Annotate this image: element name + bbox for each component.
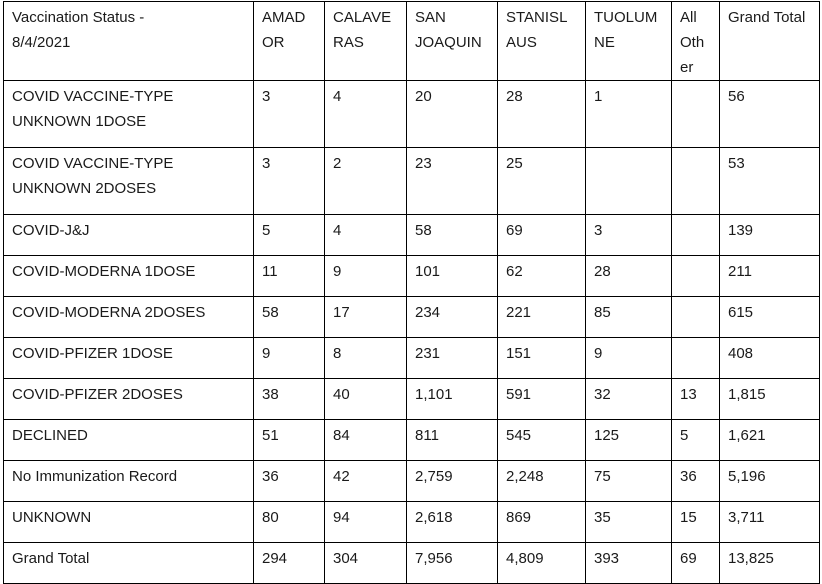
row-label: DECLINED — [4, 420, 254, 461]
row-label: COVID-MODERNA 1DOSE — [4, 256, 254, 297]
header-cell: Grand Total — [720, 2, 820, 81]
table-cell: 69 — [672, 543, 720, 584]
table-cell: 75 — [586, 461, 672, 502]
table-cell: 2,618 — [407, 502, 498, 543]
table-cell: 5 — [672, 420, 720, 461]
table-cell: 615 — [720, 297, 820, 338]
table-cell: 545 — [498, 420, 586, 461]
header-status-label: Vaccination Status - — [12, 9, 145, 26]
row-label: No Immunization Record — [4, 461, 254, 502]
table-cell: 151 — [498, 338, 586, 379]
table-row — [4, 148, 820, 215]
table-cell: 2,759 — [407, 461, 498, 502]
table-cell: 36 — [254, 461, 325, 502]
table-cell: 58 — [407, 215, 498, 256]
header-cell: TUOLUMNE — [586, 2, 672, 81]
table-cell: 3,711 — [720, 502, 820, 543]
table-cell: 23 — [407, 148, 498, 215]
table-cell: 811 — [407, 420, 498, 461]
row-label: COVID-PFIZER 1DOSE — [4, 338, 254, 379]
table-cell: 1 — [586, 81, 672, 148]
table-cell: 3 — [254, 148, 325, 215]
table-cell: 3 — [586, 215, 672, 256]
table-cell: 8 — [325, 338, 407, 379]
row-label: COVID-J&J — [4, 215, 254, 256]
table-cell: 62 — [498, 256, 586, 297]
table-row — [4, 502, 820, 543]
table-cell: 11 — [254, 256, 325, 297]
vaccination-status-table — [3, 1, 820, 584]
table-cell: 80 — [254, 502, 325, 543]
table-cell: 1,815 — [720, 379, 820, 420]
header-cell-status — [4, 2, 254, 81]
header-cell: SAN JOAQUIN — [407, 2, 498, 81]
table-cell: 9 — [586, 338, 672, 379]
header-cell: CALAVERAS — [325, 2, 407, 81]
table-cell: 3 — [254, 81, 325, 148]
table-cell: 5,196 — [720, 461, 820, 502]
table-cell — [672, 297, 720, 338]
grand-total-row — [4, 543, 820, 584]
row-label: COVID VACCINE-TYPE UNKNOWN 2DOSES — [4, 148, 254, 215]
table-row — [4, 420, 820, 461]
table-cell: 393 — [586, 543, 672, 584]
table-cell: 36 — [672, 461, 720, 502]
table-cell — [672, 256, 720, 297]
table-cell: 17 — [325, 297, 407, 338]
table-cell: 35 — [586, 502, 672, 543]
table-cell — [672, 148, 720, 215]
table-cell — [586, 148, 672, 215]
table-cell: 51 — [254, 420, 325, 461]
table-cell: 408 — [720, 338, 820, 379]
table-cell: 15 — [672, 502, 720, 543]
table-cell: 20 — [407, 81, 498, 148]
table-row — [4, 297, 820, 338]
table-cell: 4 — [325, 81, 407, 148]
table-cell: 40 — [325, 379, 407, 420]
table-cell: 84 — [325, 420, 407, 461]
table-cell: 38 — [254, 379, 325, 420]
table-cell: 13,825 — [720, 543, 820, 584]
table-row — [4, 215, 820, 256]
table-cell: 869 — [498, 502, 586, 543]
header-date: 8/4/2021 — [12, 34, 71, 51]
table-cell: 56 — [720, 81, 820, 148]
table-cell: 13 — [672, 379, 720, 420]
header-cell: STANISLAUS — [498, 2, 586, 81]
table-row — [4, 81, 820, 148]
row-label: UNKNOWN — [4, 502, 254, 543]
table-cell: 221 — [498, 297, 586, 338]
table-cell: 69 — [498, 215, 586, 256]
row-label: Grand Total — [4, 543, 254, 584]
table-cell: 32 — [586, 379, 672, 420]
table-cell: 85 — [586, 297, 672, 338]
table-cell — [672, 338, 720, 379]
table-cell: 9 — [254, 338, 325, 379]
table-cell: 5 — [254, 215, 325, 256]
header-cell: All Other — [672, 2, 720, 81]
row-label: COVID-PFIZER 2DOSES — [4, 379, 254, 420]
table-cell: 53 — [720, 148, 820, 215]
table-cell — [672, 81, 720, 148]
table-cell: 1,101 — [407, 379, 498, 420]
table-row — [4, 338, 820, 379]
document-page — [3, 1, 820, 584]
table-row — [4, 256, 820, 297]
table-cell: 1,621 — [720, 420, 820, 461]
table-cell: 4 — [325, 215, 407, 256]
table-cell: 2 — [325, 148, 407, 215]
table-cell: 294 — [254, 543, 325, 584]
table-row — [4, 379, 820, 420]
header-cell: AMADOR — [254, 2, 325, 81]
table-cell: 304 — [325, 543, 407, 584]
table-cell: 125 — [586, 420, 672, 461]
table-cell: 231 — [407, 338, 498, 379]
table-cell: 4,809 — [498, 543, 586, 584]
table-cell: 28 — [586, 256, 672, 297]
table-cell: 42 — [325, 461, 407, 502]
table-cell: 9 — [325, 256, 407, 297]
table-cell: 7,956 — [407, 543, 498, 584]
table-row — [4, 461, 820, 502]
header-row — [4, 2, 820, 81]
table-cell: 2,248 — [498, 461, 586, 502]
table-cell: 25 — [498, 148, 586, 215]
table-cell: 591 — [498, 379, 586, 420]
table-cell: 28 — [498, 81, 586, 148]
table-cell: 139 — [720, 215, 820, 256]
table-cell: 234 — [407, 297, 498, 338]
row-label: COVID VACCINE-TYPE UNKNOWN 1DOSE — [4, 81, 254, 148]
table-cell: 58 — [254, 297, 325, 338]
table-cell — [672, 215, 720, 256]
row-label: COVID-MODERNA 2DOSES — [4, 297, 254, 338]
table-cell: 94 — [325, 502, 407, 543]
table-cell: 211 — [720, 256, 820, 297]
table-cell: 101 — [407, 256, 498, 297]
